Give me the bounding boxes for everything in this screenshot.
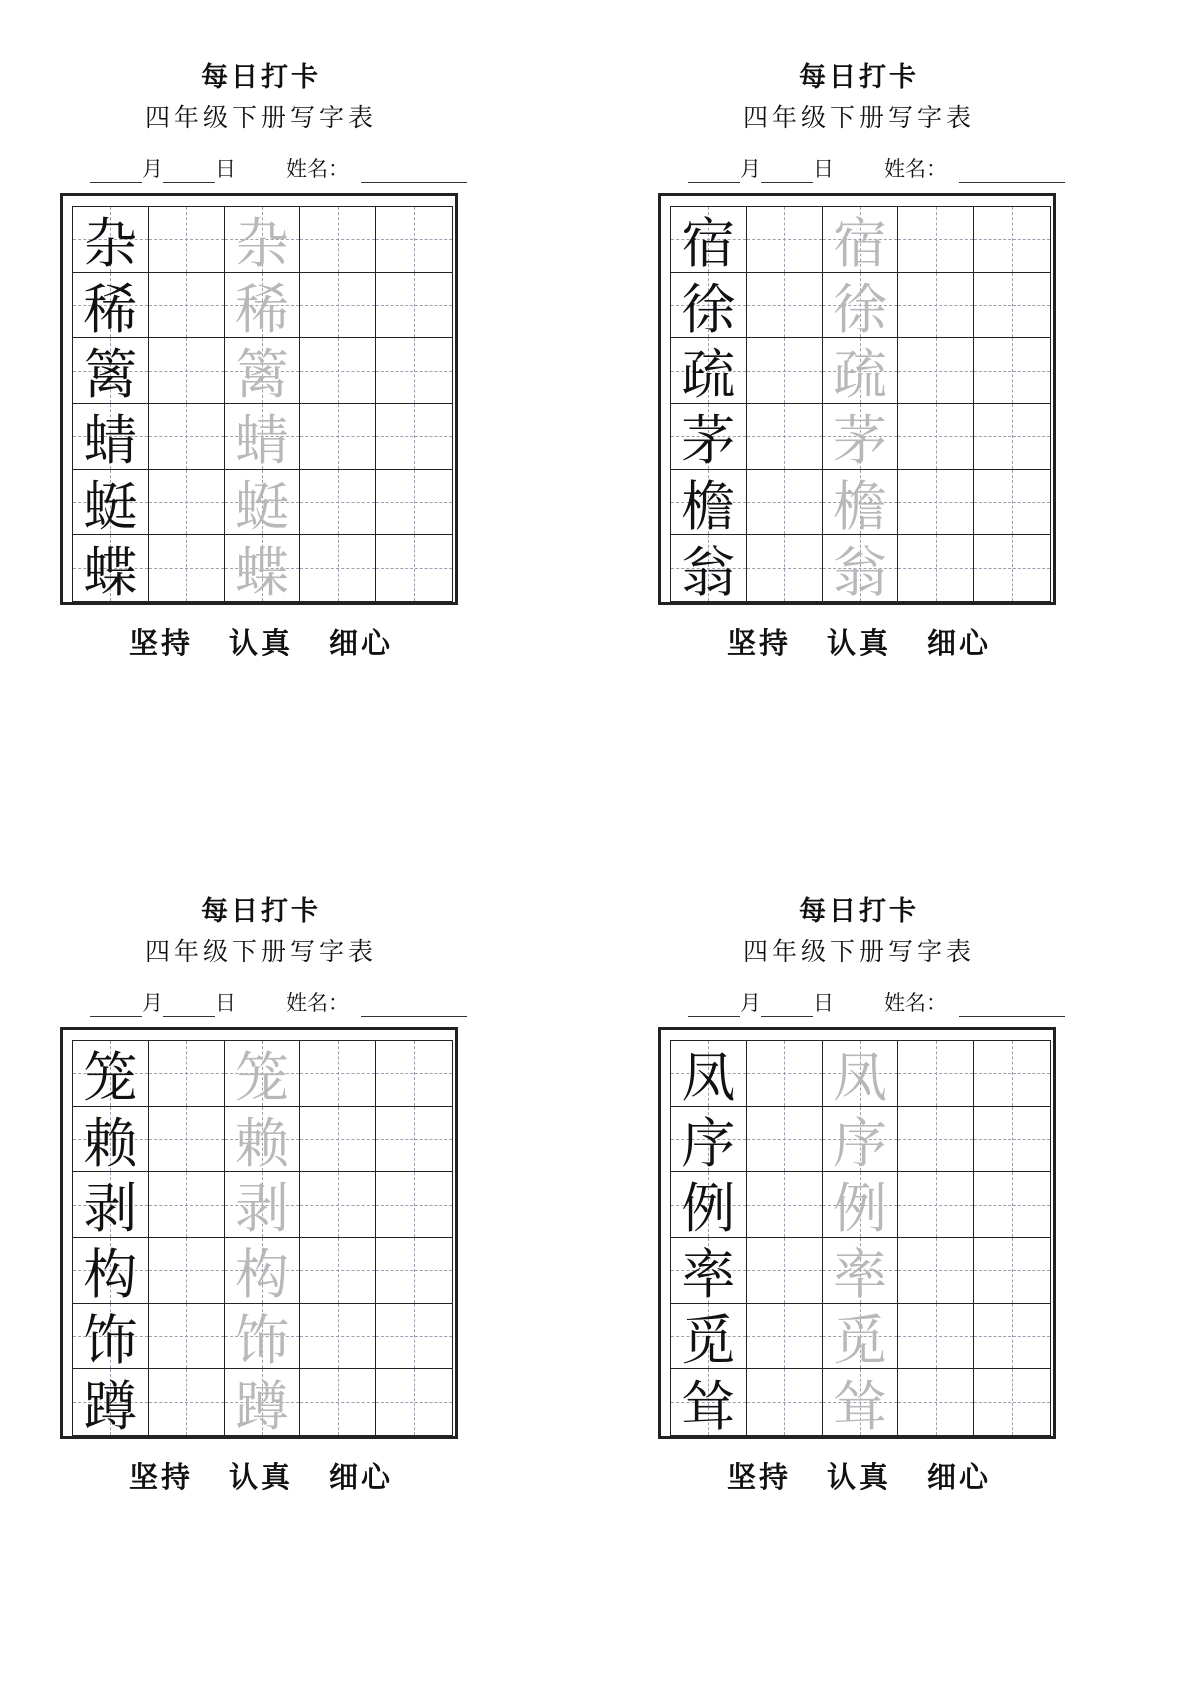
writing-cell[interactable] [974,1107,1050,1173]
sheet-title: 每日打卡 [799,62,919,93]
writing-cell [671,1369,747,1435]
writing-cell[interactable] [974,273,1050,339]
model-character: 宿 [681,213,736,274]
model-character: 率 [681,1244,736,1305]
trace-character: 蜓 [234,476,289,537]
day-blank[interactable] [163,994,215,1017]
model-character: 凤 [681,1047,736,1108]
motto-item: 坚持 [128,626,193,660]
writing-cell[interactable] [747,1107,823,1173]
month-label: 月 [142,991,163,1015]
trace-character: 宿 [832,213,887,274]
writing-cell[interactable] [898,207,974,273]
sheet-title: 每日打卡 [201,62,321,93]
trace-character: 蝶 [234,542,289,603]
writing-cell[interactable] [898,1172,974,1238]
writing-cell[interactable] [376,1304,452,1370]
writing-cell [225,1107,301,1173]
day-label: 日 [813,157,834,181]
writing-cell [225,470,301,536]
writing-cell[interactable] [376,1238,452,1304]
day-blank[interactable] [163,160,215,183]
writing-cell [225,404,301,470]
day-label: 日 [813,991,834,1015]
practice-sheet [60,896,462,1527]
model-character: 稀 [83,279,138,340]
writing-cell [73,207,149,273]
model-character: 蹲 [83,1376,138,1437]
writing-cell[interactable] [149,1172,225,1238]
writing-cell[interactable] [149,1107,225,1173]
trace-character: 觅 [832,1310,887,1371]
model-character: 疏 [681,345,736,406]
trace-character: 稀 [234,279,289,340]
writing-cell [671,535,747,601]
grid-frame [658,193,1056,605]
trace-character: 杂 [234,213,289,274]
writing-cell[interactable] [898,404,974,470]
writing-cell[interactable] [300,338,376,404]
trace-character: 凤 [832,1047,887,1108]
trace-character: 蹲 [234,1376,289,1437]
motto [60,1455,462,1496]
writing-cell[interactable] [974,207,1050,273]
writing-cell[interactable] [747,273,823,339]
tianzige-grid [670,206,1051,602]
writing-cell[interactable] [149,1369,225,1435]
model-character: 剥 [83,1179,138,1240]
motto-item: 坚持 [726,1460,791,1494]
writing-cell[interactable] [974,1369,1050,1435]
writing-cell[interactable] [300,207,376,273]
writing-cell[interactable] [149,1238,225,1304]
model-character: 徐 [681,279,736,340]
sheet-subtitle: 四年级下册写字表 [742,103,975,132]
trace-character: 率 [832,1244,887,1305]
sheet-title: 每日打卡 [201,896,321,927]
name-label: 姓名： [286,991,349,1015]
model-character: 蜻 [83,410,138,471]
motto [658,1455,1060,1496]
writing-cell [671,338,747,404]
trace-character: 饰 [234,1310,289,1371]
motto-item: 细心 [329,626,394,660]
writing-cell[interactable] [149,1041,225,1107]
writing-cell[interactable] [747,1304,823,1370]
writing-cell[interactable] [898,1369,974,1435]
writing-cell [73,1107,149,1173]
trace-character: 檐 [832,476,887,537]
writing-cell[interactable] [300,470,376,536]
writing-cell[interactable] [300,535,376,601]
sheet-subtitle: 四年级下册写字表 [742,937,975,966]
month-blank[interactable] [688,160,740,183]
writing-cell [73,273,149,339]
writing-cell[interactable] [376,207,452,273]
writing-cell [823,470,899,536]
writing-cell[interactable] [149,207,225,273]
writing-cell[interactable] [898,470,974,536]
writing-cell [671,1107,747,1173]
writing-cell [823,338,899,404]
writing-cell [671,1041,747,1107]
name-blank[interactable] [361,994,467,1017]
writing-cell [225,1041,301,1107]
writing-cell[interactable] [898,1107,974,1173]
writing-cell[interactable] [376,1107,452,1173]
motto-item: 细心 [927,1460,992,1494]
writing-cell[interactable] [300,1369,376,1435]
writing-cell[interactable] [149,1304,225,1370]
motto-item: 坚持 [726,626,791,660]
date-name-line [688,153,1088,183]
writing-cell [671,1304,747,1370]
writing-cell [225,273,301,339]
writing-cell[interactable] [376,404,452,470]
model-character: 序 [681,1113,736,1174]
model-character: 篱 [83,345,138,406]
practice-sheet [658,62,1060,693]
name-blank[interactable] [361,160,467,183]
writing-cell [671,273,747,339]
month-label: 月 [142,157,163,181]
writing-cell [823,535,899,601]
writing-cell[interactable] [747,404,823,470]
sheet-title: 每日打卡 [799,896,919,927]
writing-cell[interactable] [898,338,974,404]
motto-item: 认真 [826,1460,891,1494]
month-blank[interactable] [688,994,740,1017]
writing-cell[interactable] [376,1369,452,1435]
writing-cell [823,1172,899,1238]
practice-sheet [658,896,1060,1527]
writing-cell[interactable] [149,338,225,404]
writing-cell[interactable] [974,1304,1050,1370]
writing-cell [225,535,301,601]
writing-cell[interactable] [149,470,225,536]
trace-character: 剥 [234,1179,289,1240]
writing-cell [225,207,301,273]
writing-cell[interactable] [747,207,823,273]
writing-cell [73,338,149,404]
writing-cell[interactable] [376,1041,452,1107]
writing-cell [73,1041,149,1107]
writing-cell[interactable] [974,1172,1050,1238]
trace-character: 蜻 [234,410,289,471]
tianzige-grid [72,1040,453,1436]
model-character: 茅 [681,410,736,471]
date-name-line [688,987,1088,1017]
model-character: 蜓 [83,476,138,537]
writing-cell[interactable] [300,273,376,339]
writing-cell [225,1172,301,1238]
day-blank[interactable] [761,994,813,1017]
writing-cell [73,1172,149,1238]
writing-cell[interactable] [376,470,452,536]
writing-cell[interactable] [376,1172,452,1238]
trace-character: 茅 [832,410,887,471]
writing-cell [671,1238,747,1304]
writing-cell[interactable] [300,1238,376,1304]
writing-cell [73,535,149,601]
writing-cell[interactable] [974,404,1050,470]
writing-cell[interactable] [149,535,225,601]
writing-cell[interactable] [974,338,1050,404]
day-label: 日 [215,991,236,1015]
writing-cell [671,1172,747,1238]
name-label: 姓名： [884,157,947,181]
writing-cell [73,1369,149,1435]
month-blank[interactable] [90,160,142,183]
writing-cell[interactable] [898,273,974,339]
motto-item: 坚持 [128,1460,193,1494]
trace-character: 疏 [832,345,887,406]
motto-item: 认真 [228,626,293,660]
writing-cell [671,470,747,536]
writing-cell[interactable] [898,1304,974,1370]
trace-character: 例 [832,1179,887,1240]
month-blank[interactable] [90,994,142,1017]
writing-cell[interactable] [974,1041,1050,1107]
writing-cell [823,1304,899,1370]
sheet-subtitle: 四年级下册写字表 [144,937,377,966]
writing-cell[interactable] [974,535,1050,601]
writing-cell[interactable] [747,1369,823,1435]
writing-cell[interactable] [747,1041,823,1107]
trace-character: 耸 [832,1376,887,1437]
writing-cell[interactable] [747,338,823,404]
grid-frame [60,193,458,605]
writing-cell[interactable] [149,273,225,339]
writing-cell [823,1041,899,1107]
model-character: 笼 [83,1047,138,1108]
writing-cell [823,273,899,339]
model-character: 饰 [83,1310,138,1371]
motto-item: 细心 [329,1460,394,1494]
writing-cell[interactable] [747,1238,823,1304]
writing-cell[interactable] [300,1304,376,1370]
writing-cell[interactable] [300,1172,376,1238]
writing-cell[interactable] [300,1107,376,1173]
writing-cell [225,1304,301,1370]
writing-cell [823,1107,899,1173]
trace-character: 赖 [234,1113,289,1174]
name-label: 姓名： [286,157,349,181]
writing-cell[interactable] [898,1041,974,1107]
writing-cell[interactable] [747,470,823,536]
name-blank[interactable] [959,160,1065,183]
model-character: 构 [83,1244,138,1305]
date-name-line [90,153,490,183]
motto-item: 认真 [228,1460,293,1494]
month-label: 月 [740,157,761,181]
tianzige-grid [670,1040,1051,1436]
model-character: 杂 [83,213,138,274]
model-character: 翁 [681,542,736,603]
writing-cell[interactable] [747,535,823,601]
writing-cell[interactable] [974,1238,1050,1304]
writing-cell [823,207,899,273]
writing-cell [73,1304,149,1370]
grid-frame [658,1027,1056,1439]
writing-cell [823,1238,899,1304]
day-label: 日 [215,157,236,181]
motto-item: 认真 [826,626,891,660]
writing-cell[interactable] [300,404,376,470]
month-label: 月 [740,991,761,1015]
model-character: 觅 [681,1310,736,1371]
writing-cell [225,1369,301,1435]
writing-cell [73,470,149,536]
writing-cell[interactable] [376,535,452,601]
writing-cell[interactable] [376,273,452,339]
writing-cell [225,338,301,404]
writing-cell [73,1238,149,1304]
writing-cell [823,404,899,470]
writing-cell [225,1238,301,1304]
grid-frame [60,1027,458,1439]
trace-character: 构 [234,1244,289,1305]
writing-cell[interactable] [747,1172,823,1238]
name-blank[interactable] [959,994,1065,1017]
writing-cell [671,207,747,273]
writing-cell [671,404,747,470]
model-character: 檐 [681,476,736,537]
trace-character: 翁 [832,542,887,603]
day-blank[interactable] [761,160,813,183]
trace-character: 笼 [234,1047,289,1108]
name-label: 姓名： [884,991,947,1015]
writing-cell[interactable] [898,535,974,601]
writing-cell[interactable] [898,1238,974,1304]
model-character: 蝶 [83,542,138,603]
model-character: 耸 [681,1376,736,1437]
practice-sheet [60,62,462,693]
writing-cell[interactable] [300,1041,376,1107]
motto [60,621,462,662]
motto [658,621,1060,662]
writing-cell[interactable] [376,338,452,404]
sheet-subtitle: 四年级下册写字表 [144,103,377,132]
model-character: 赖 [83,1113,138,1174]
tianzige-grid [72,206,453,602]
model-character: 例 [681,1179,736,1240]
writing-cell[interactable] [149,404,225,470]
date-name-line [90,987,490,1017]
writing-cell [823,1369,899,1435]
writing-cell [73,404,149,470]
motto-item: 细心 [927,626,992,660]
trace-character: 篱 [234,345,289,406]
trace-character: 徐 [832,279,887,340]
writing-cell[interactable] [974,470,1050,536]
trace-character: 序 [832,1113,887,1174]
